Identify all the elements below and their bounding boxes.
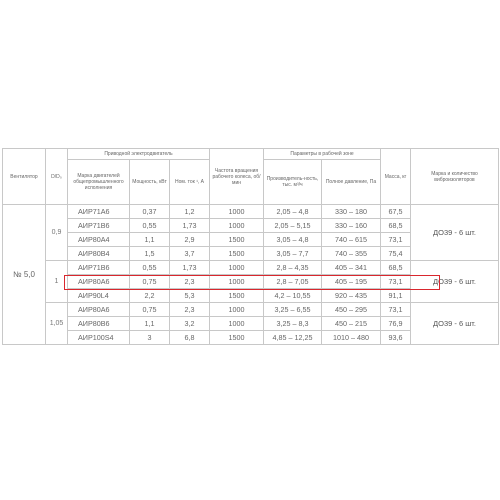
header-current: Ном. ток ¹, А bbox=[170, 160, 210, 205]
mass-cell: 73,1 bbox=[381, 233, 411, 247]
mass-cell: 68,5 bbox=[381, 261, 411, 275]
capacity-cell: 2,8 – 4,35 bbox=[264, 261, 322, 275]
rpm-cell: 1000 bbox=[210, 219, 264, 233]
pressure-cell: 330 – 180 bbox=[322, 205, 381, 219]
capacity-cell: 2,05 – 5,15 bbox=[264, 219, 322, 233]
rpm-cell: 1500 bbox=[210, 247, 264, 261]
power-cell: 0,75 bbox=[130, 275, 170, 289]
mass-cell: 67,5 bbox=[381, 205, 411, 219]
rpm-cell: 1500 bbox=[210, 233, 264, 247]
pressure-cell: 405 – 341 bbox=[322, 261, 381, 275]
header-drive-group: Приводной электродвигатель bbox=[68, 149, 210, 160]
header-capacity: Производитель-ность, тыс. м³/ч bbox=[264, 160, 322, 205]
header-mass: Масса, кг bbox=[381, 149, 411, 205]
mass-cell: 75,4 bbox=[381, 247, 411, 261]
capacity-cell: 2,8 – 7,05 bbox=[264, 275, 322, 289]
mass-cell: 73,1 bbox=[381, 303, 411, 317]
power-cell: 1,1 bbox=[130, 233, 170, 247]
current-cell: 2,3 bbox=[170, 303, 210, 317]
motor-cell: АИР80А6 bbox=[68, 275, 130, 289]
rpm-cell: 1000 bbox=[210, 317, 264, 331]
table-row bbox=[3, 303, 499, 317]
current-cell: 2,9 bbox=[170, 233, 210, 247]
rpm-cell: 1000 bbox=[210, 205, 264, 219]
capacity-cell: 3,25 – 6,55 bbox=[264, 303, 322, 317]
diameter-cell: 1 bbox=[46, 261, 68, 303]
motor-cell: АИР100S4 bbox=[68, 331, 130, 345]
header-pressure: Полное давление, Па bbox=[322, 160, 381, 205]
power-cell: 3 bbox=[130, 331, 170, 345]
rpm-cell: 1000 bbox=[210, 261, 264, 275]
power-cell: 0,75 bbox=[130, 303, 170, 317]
header-diameter: D/D₀ bbox=[46, 149, 68, 205]
current-cell: 6,8 bbox=[170, 331, 210, 345]
rpm-cell: 1500 bbox=[210, 331, 264, 345]
pressure-cell: 450 – 215 bbox=[322, 317, 381, 331]
current-cell: 2,3 bbox=[170, 275, 210, 289]
motor-cell: АИР71В6 bbox=[68, 219, 130, 233]
capacity-cell: 4,2 – 10,55 bbox=[264, 289, 322, 303]
motor-cell: АИР90L4 bbox=[68, 289, 130, 303]
pressure-cell: 740 – 615 bbox=[322, 233, 381, 247]
mass-cell: 91,1 bbox=[381, 289, 411, 303]
power-cell: 1,1 bbox=[130, 317, 170, 331]
pressure-cell: 405 – 195 bbox=[322, 275, 381, 289]
pressure-cell: 450 – 295 bbox=[322, 303, 381, 317]
header-rpm: Частота вращения рабочего колеса, об/мин bbox=[210, 149, 264, 205]
motor-cell: АИР71В6 bbox=[68, 261, 130, 275]
power-cell: 0,55 bbox=[130, 261, 170, 275]
pressure-cell: 330 – 160 bbox=[322, 219, 381, 233]
pressure-cell: 740 – 355 bbox=[322, 247, 381, 261]
header-mount: Марка и количество виброизоляторов bbox=[411, 149, 499, 205]
mount-cell: ДО39 - 6 шт. bbox=[411, 261, 499, 303]
power-cell: 0,37 bbox=[130, 205, 170, 219]
capacity-cell: 3,25 – 8,3 bbox=[264, 317, 322, 331]
mass-cell: 76,9 bbox=[381, 317, 411, 331]
capacity-cell: 3,05 – 4,8 bbox=[264, 233, 322, 247]
current-cell: 3,2 bbox=[170, 317, 210, 331]
mount-cell: ДО39 - 6 шт. bbox=[411, 303, 499, 345]
power-cell: 2,2 bbox=[130, 289, 170, 303]
rpm-cell: 1000 bbox=[210, 275, 264, 289]
rpm-cell: 1000 bbox=[210, 303, 264, 317]
current-cell: 1,73 bbox=[170, 261, 210, 275]
rpm-cell: 1500 bbox=[210, 289, 264, 303]
mount-cell: ДО39 - 6 шт. bbox=[411, 205, 499, 261]
current-cell: 5,3 bbox=[170, 289, 210, 303]
motor-cell: АИР80А4 bbox=[68, 233, 130, 247]
header-fan: Вентилятор bbox=[3, 149, 46, 205]
fan-spec-table bbox=[2, 148, 499, 345]
capacity-cell: 3,05 – 7,7 bbox=[264, 247, 322, 261]
diameter-cell: 0,9 bbox=[46, 205, 68, 261]
header-power: Мощность, кВт bbox=[130, 160, 170, 205]
power-cell: 0,55 bbox=[130, 219, 170, 233]
header-params-group: Параметры в рабочей зоне bbox=[264, 149, 381, 160]
capacity-cell: 4,85 – 12,25 bbox=[264, 331, 322, 345]
motor-cell: АИР71А6 bbox=[68, 205, 130, 219]
current-cell: 3,7 bbox=[170, 247, 210, 261]
table-row bbox=[3, 261, 499, 275]
spec-table-container bbox=[0, 148, 500, 355]
power-cell: 1,5 bbox=[130, 247, 170, 261]
pressure-cell: 1010 – 480 bbox=[322, 331, 381, 345]
current-cell: 1,2 bbox=[170, 205, 210, 219]
motor-cell: АИР80В4 bbox=[68, 247, 130, 261]
current-cell: 1,73 bbox=[170, 219, 210, 233]
mass-cell: 93,6 bbox=[381, 331, 411, 345]
fan-model-cell: № 5,0 bbox=[3, 205, 46, 345]
motor-cell: АИР80А6 bbox=[68, 303, 130, 317]
table-row bbox=[3, 205, 499, 219]
diameter-cell: 1,05 bbox=[46, 303, 68, 345]
capacity-cell: 2,05 – 4,8 bbox=[264, 205, 322, 219]
pressure-cell: 920 – 435 bbox=[322, 289, 381, 303]
mass-cell: 73,1 bbox=[381, 275, 411, 289]
header-motor-brand: Марка двигателей общепромышленного исполнения bbox=[68, 160, 130, 205]
motor-cell: АИР80В6 bbox=[68, 317, 130, 331]
mass-cell: 68,5 bbox=[381, 219, 411, 233]
